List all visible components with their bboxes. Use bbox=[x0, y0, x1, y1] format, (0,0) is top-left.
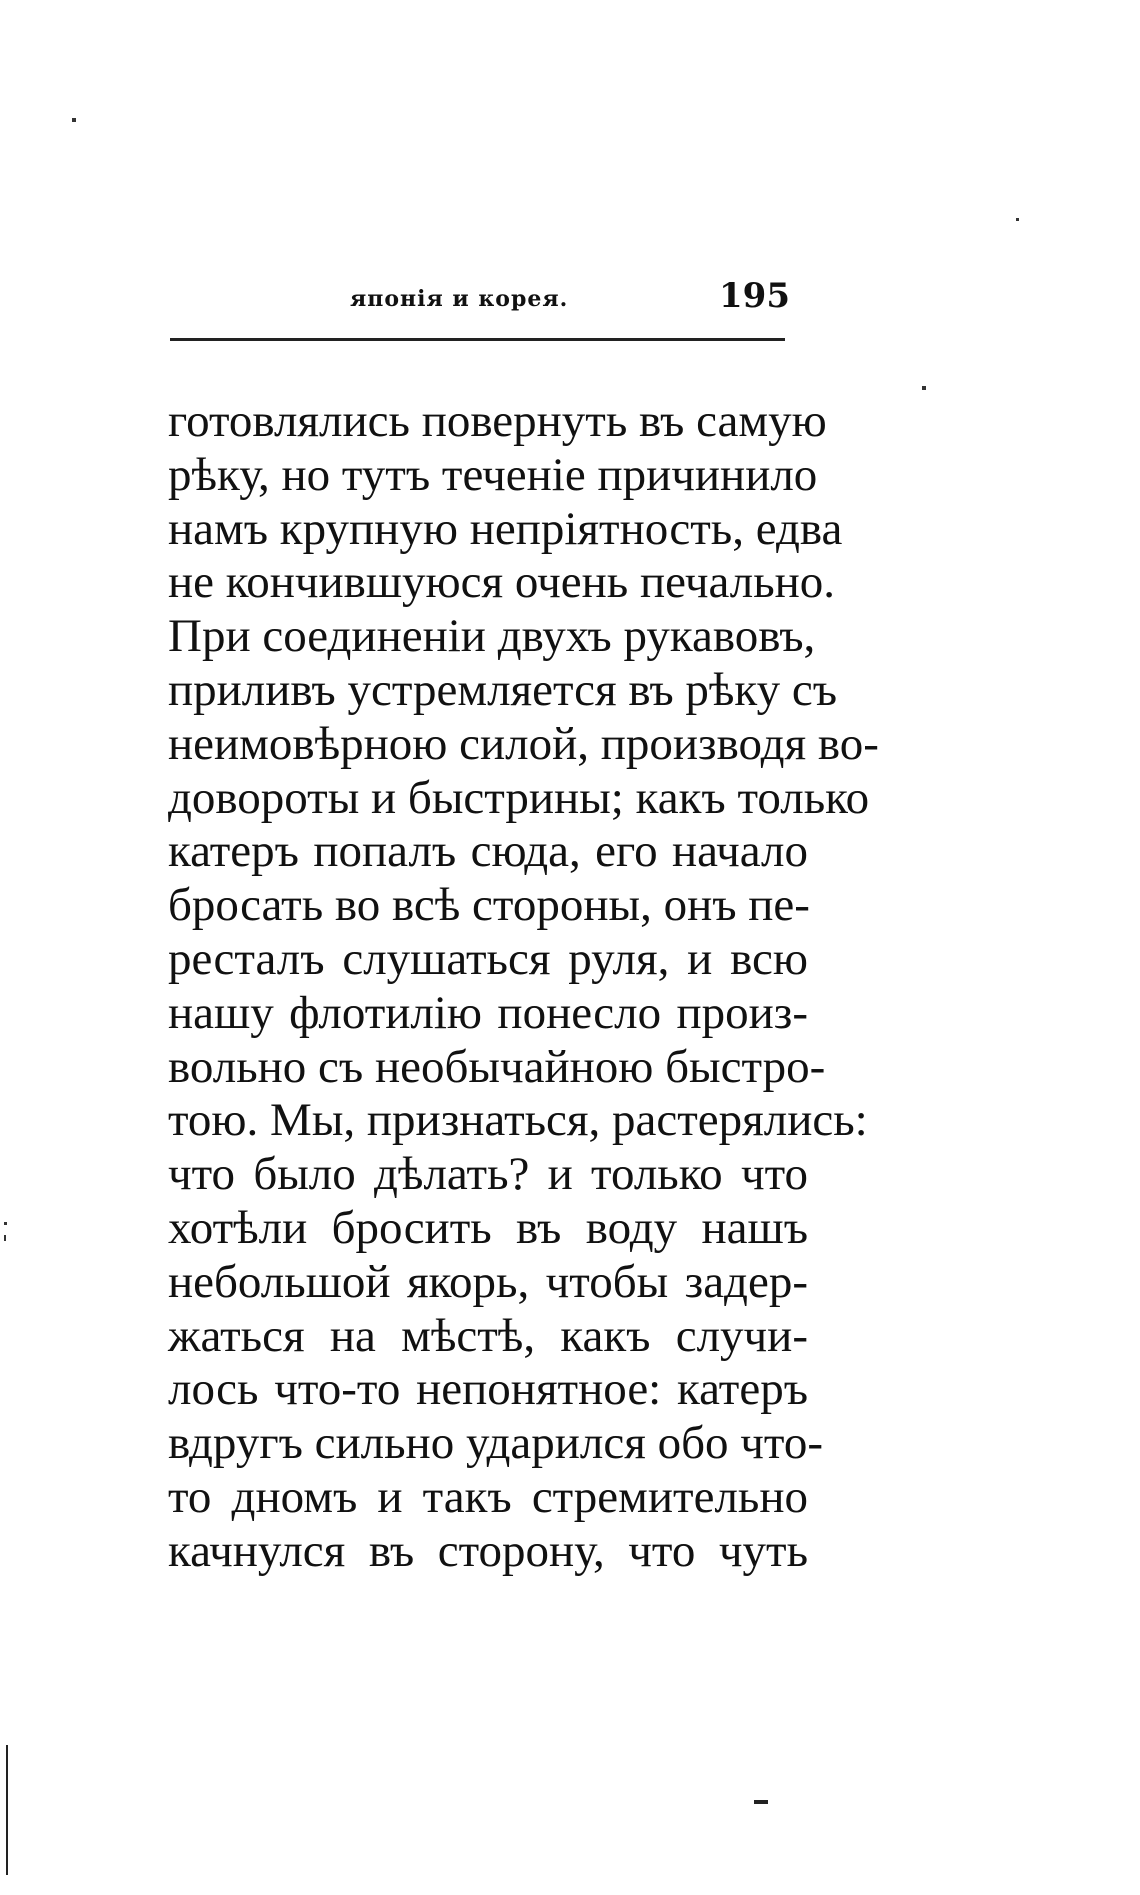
text-line: При соединеніи двухъ рукавовъ, bbox=[168, 610, 816, 663]
text-line: ресталъ слушаться руля, и всю bbox=[168, 932, 808, 985]
scan-speck bbox=[72, 118, 76, 122]
text-line: вольно съ необычайною быстро- bbox=[168, 1040, 826, 1093]
body-text bbox=[168, 395, 879, 1579]
text-line: вдругъ сильно ударился обо что- bbox=[168, 1417, 823, 1470]
text-line: неимовѣрною силой, производя во- bbox=[168, 717, 879, 770]
text-line: приливъ устремляется въ рѣку съ bbox=[168, 663, 838, 716]
text-line: рѣку, но тутъ теченіе причинило bbox=[168, 448, 818, 501]
scan-speck bbox=[4, 1222, 7, 1225]
text-line: то дномъ и такъ стремительно bbox=[168, 1470, 808, 1523]
text-line: качнулся въ сторону, что чуть bbox=[168, 1524, 808, 1577]
text-line: жаться на мѣстѣ, какъ случи- bbox=[168, 1309, 808, 1362]
text-line: небольшой якорь, чтобы задер- bbox=[168, 1255, 808, 1308]
scan-speck bbox=[4, 1235, 6, 1241]
text-line: довороты и быстрины; какъ только bbox=[168, 771, 870, 824]
page-number: 195 bbox=[719, 276, 790, 316]
header-rule bbox=[170, 338, 785, 341]
page-header bbox=[170, 270, 790, 320]
text-line: нашу флотилію понесло произ- bbox=[168, 986, 808, 1039]
text-line: не кончившуюся очень печально. bbox=[168, 556, 836, 609]
scan-edge-line bbox=[6, 1745, 8, 1875]
text-line: бросать во всѣ стороны, онъ пе- bbox=[168, 879, 810, 932]
scan-speck bbox=[922, 386, 926, 390]
text-line: катеръ попалъ сюда, его начало bbox=[168, 825, 808, 878]
text-line: готовлялись повернуть въ самую bbox=[168, 395, 827, 447]
running-head: японія и корея. bbox=[350, 286, 569, 312]
scan-dash bbox=[754, 1800, 768, 1804]
text-line: намъ крупную непріятность, едва bbox=[168, 502, 843, 555]
text-line: что было дѣлать? и только что bbox=[168, 1148, 808, 1201]
text-line: хотѣли бросить въ воду нашъ bbox=[168, 1201, 808, 1254]
text-line: тою. Мы, признаться, растерялись: bbox=[168, 1094, 868, 1147]
scan-speck bbox=[1016, 218, 1019, 221]
text-line: лось что-то непонятное: катеръ bbox=[168, 1363, 808, 1416]
